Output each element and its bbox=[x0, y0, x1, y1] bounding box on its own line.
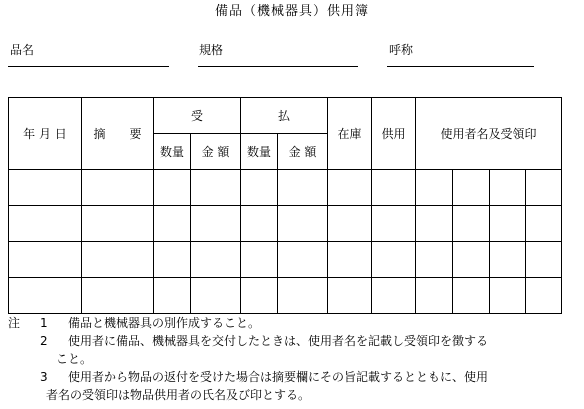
notes-prefix: 注 bbox=[8, 316, 21, 330]
table-cell[interactable] bbox=[416, 242, 453, 278]
item-name-label: 品名 bbox=[10, 43, 35, 57]
table-cell[interactable] bbox=[241, 170, 278, 206]
table-cell[interactable] bbox=[372, 170, 416, 206]
designation-label: 呼称 bbox=[389, 43, 414, 57]
table-row bbox=[9, 278, 562, 314]
table-row bbox=[9, 170, 562, 206]
table-cell[interactable] bbox=[372, 242, 416, 278]
table-cell[interactable] bbox=[191, 170, 241, 206]
note-number: 1 bbox=[40, 316, 48, 330]
table-cell[interactable] bbox=[82, 242, 154, 278]
page-title: 備品（機械器具）供用簿 bbox=[214, 4, 369, 19]
table-cell[interactable] bbox=[328, 278, 372, 314]
table-row bbox=[9, 242, 562, 278]
table-cell[interactable] bbox=[453, 278, 490, 314]
table-row bbox=[9, 206, 562, 242]
spec-label: 規格 bbox=[199, 43, 224, 57]
item-name-field[interactable] bbox=[8, 66, 169, 67]
note-number: 2 bbox=[40, 334, 48, 348]
table-cell[interactable] bbox=[154, 206, 191, 242]
table-cell[interactable] bbox=[241, 278, 278, 314]
note-text: 使用者に備品、機械器具を交付したときは、使用者名を記載し受領印を徴する bbox=[68, 334, 489, 348]
usage-header: 供用 bbox=[372, 98, 416, 170]
ledger-table bbox=[8, 97, 562, 314]
notes bbox=[8, 314, 580, 404]
table-cell[interactable] bbox=[490, 278, 526, 314]
table-cell[interactable] bbox=[490, 206, 526, 242]
note-text: 使用者から物品の返付を受けた場合は摘要欄にその旨記載するとともに、使用 bbox=[68, 370, 489, 384]
table-cell[interactable] bbox=[526, 278, 562, 314]
table-cell[interactable] bbox=[416, 170, 453, 206]
table-cell[interactable] bbox=[241, 206, 278, 242]
designation-field[interactable] bbox=[387, 66, 534, 67]
user-seal-header: 使用者名及受領印 bbox=[416, 98, 562, 170]
note-line bbox=[8, 368, 580, 386]
table-cell[interactable] bbox=[191, 206, 241, 242]
note-text: 備品と機械器具の別作成すること。 bbox=[68, 316, 261, 330]
note-line bbox=[8, 314, 580, 332]
table-cell[interactable] bbox=[278, 242, 328, 278]
table-cell[interactable] bbox=[328, 170, 372, 206]
table-cell[interactable] bbox=[490, 170, 526, 206]
note-line bbox=[8, 386, 580, 404]
receive-amount-header: 金 額 bbox=[191, 134, 241, 170]
table-cell[interactable] bbox=[372, 206, 416, 242]
table-cell[interactable] bbox=[191, 278, 241, 314]
table-cell[interactable] bbox=[526, 206, 562, 242]
summary-header: 摘 要 bbox=[82, 98, 154, 170]
table-cell[interactable] bbox=[453, 206, 490, 242]
table-cell[interactable] bbox=[191, 242, 241, 278]
spec-field[interactable] bbox=[198, 66, 358, 67]
table-cell[interactable] bbox=[328, 206, 372, 242]
stock-header: 在庫 bbox=[328, 98, 372, 170]
table-cell[interactable] bbox=[278, 278, 328, 314]
pay-quantity-header: 数量 bbox=[241, 134, 278, 170]
pay-amount-header: 金 額 bbox=[278, 134, 328, 170]
table-cell[interactable] bbox=[453, 170, 490, 206]
table-cell[interactable] bbox=[82, 170, 154, 206]
table-cell[interactable] bbox=[9, 206, 82, 242]
table-cell[interactable] bbox=[9, 170, 82, 206]
table-cell[interactable] bbox=[526, 242, 562, 278]
table-cell[interactable] bbox=[328, 242, 372, 278]
table-cell[interactable] bbox=[154, 242, 191, 278]
note-number: 3 bbox=[40, 370, 48, 384]
note-line bbox=[8, 332, 580, 350]
note-text: 者名の受領印は物品供用者の氏名及び印とする。 bbox=[46, 388, 311, 402]
table-cell[interactable] bbox=[278, 170, 328, 206]
table-cell[interactable] bbox=[453, 242, 490, 278]
date-header: 年 月 日 bbox=[9, 98, 82, 170]
note-text: こと。 bbox=[56, 352, 93, 366]
table-cell[interactable] bbox=[82, 278, 154, 314]
pay-header: 払 bbox=[241, 98, 328, 134]
table-cell[interactable] bbox=[416, 278, 453, 314]
table-cell[interactable] bbox=[526, 170, 562, 206]
receive-header: 受 bbox=[154, 98, 241, 134]
table-cell[interactable] bbox=[416, 206, 453, 242]
table-cell[interactable] bbox=[278, 206, 328, 242]
table-cell[interactable] bbox=[82, 206, 154, 242]
table-cell[interactable] bbox=[372, 278, 416, 314]
table-cell[interactable] bbox=[9, 278, 82, 314]
receive-quantity-header: 数量 bbox=[154, 134, 191, 170]
table-cell[interactable] bbox=[154, 278, 191, 314]
table-cell[interactable] bbox=[241, 242, 278, 278]
table-cell[interactable] bbox=[154, 170, 191, 206]
table-cell[interactable] bbox=[490, 242, 526, 278]
table-cell[interactable] bbox=[9, 242, 82, 278]
note-line bbox=[8, 350, 580, 368]
